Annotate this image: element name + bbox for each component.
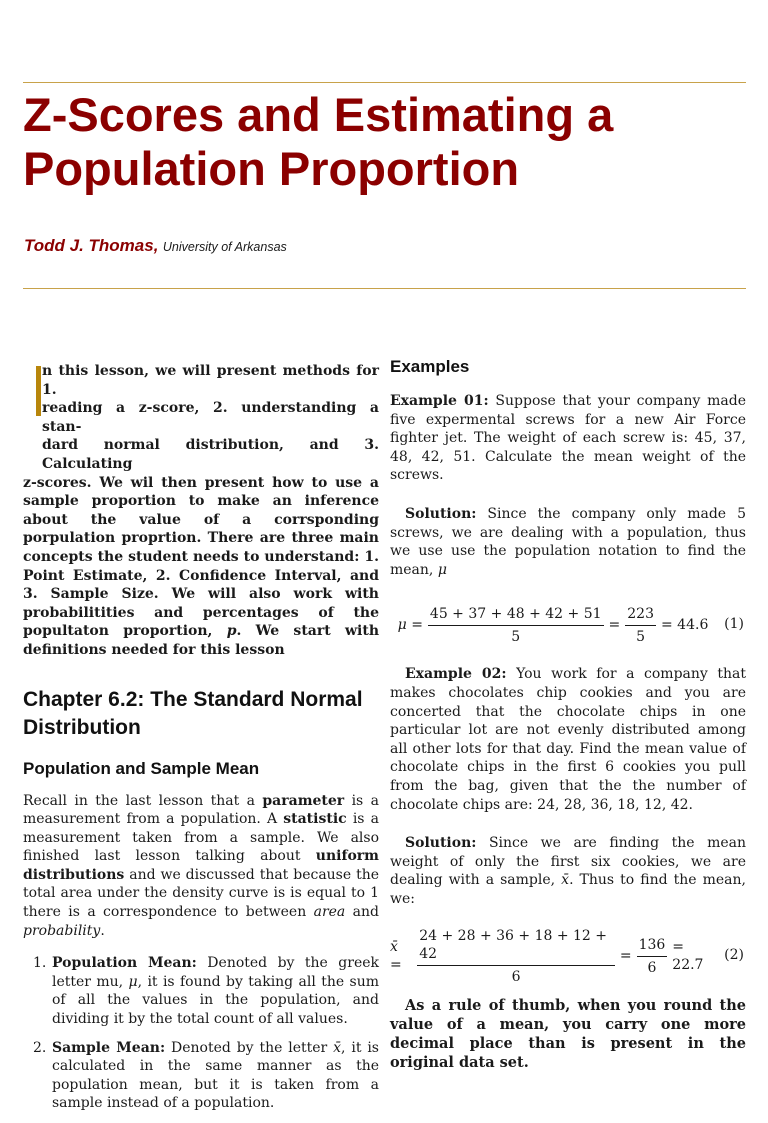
example-label: Example 01:	[390, 393, 489, 409]
byline	[24, 236, 287, 256]
term-area: area	[313, 904, 346, 921]
example-02	[390, 665, 746, 814]
example-label: Example 02:	[405, 666, 507, 683]
examples-heading: Examples	[390, 357, 470, 376]
term-probability: probability	[23, 922, 101, 939]
p-symbol: p	[226, 623, 237, 640]
denominator: 6	[647, 959, 657, 976]
solution-01	[390, 505, 746, 579]
numerator: 45 + 37 + 48 + 42 + 51	[428, 605, 604, 626]
paper-title	[23, 88, 748, 196]
equation-number: (1)	[724, 616, 744, 633]
solution-label: Solution:	[405, 835, 477, 852]
equation-body	[390, 603, 716, 647]
fraction	[417, 927, 615, 986]
title-line-1: Z-Scores and Estimating a	[23, 88, 614, 141]
header-bottom-rule	[23, 288, 746, 289]
def-text: Denoted by the letter	[165, 1039, 334, 1056]
eq-lhs: μ =	[397, 617, 423, 634]
fraction	[625, 605, 656, 646]
eq-result: = 22.7	[672, 938, 704, 974]
def-text: , it is calculated in the same manner as the population mean, but it is taken from a sample instead of a population.	[52, 1039, 379, 1112]
top-rule	[23, 82, 746, 83]
eq-lhs: x̄ =	[390, 938, 402, 974]
title-line-2: Population Proportion	[23, 142, 520, 195]
solution-label: Solution:	[405, 505, 477, 522]
text-run: and	[345, 904, 379, 921]
list-item	[23, 1039, 379, 1113]
intro-line: dard normal distribution, and 3. Calculating	[42, 437, 379, 472]
definitions-list	[23, 954, 379, 1113]
solution-text: Since the company only made 5 screws, we are dealing with a population, thus we use use the population notation to find the mean,	[390, 505, 746, 578]
solution-text: . Thus to find the mean, we:	[390, 872, 746, 907]
text-run: and we discussed that because the total area under the density curve is is equal to 1 there is a correspondence to between	[23, 866, 379, 921]
equation-number: (2)	[724, 947, 744, 964]
xbar-symbol: x̄	[333, 1039, 342, 1056]
intro-line: n this lesson, we will present methods for 1.	[42, 363, 379, 398]
equation-body	[390, 927, 716, 985]
drop-cap-bar	[36, 366, 41, 416]
def-term: Sample Mean:	[52, 1039, 166, 1056]
text-run: Recall in the last lesson that a	[23, 792, 263, 809]
list-number: 1.	[33, 955, 47, 972]
term-statistic: statistic	[283, 811, 347, 828]
section-heading: Population and Sample Mean	[23, 758, 260, 778]
intro-line: reading a z-score, 2. understanding a stan-	[42, 400, 379, 435]
text-run: is a measurement taken from a sample. We also finished last lesson talking about	[23, 811, 379, 865]
right-column	[390, 356, 746, 1072]
list-number: 2.	[33, 1039, 47, 1056]
left-column	[23, 356, 379, 1123]
intro-text: z-scores. We wil then present how to use a sample proportion to make an inference about the value of a corrsponding porpulation proprtion. There are three main concepts the student needs to understand: 1. Point Estimate, 2. Confidence Interval, and 3. Sample Size. We will also work with probabilitities and percentages of the popultaton proportion,	[23, 474, 379, 640]
equals-sign: =	[619, 948, 632, 965]
text-run: is a measurement from a population. A	[23, 792, 379, 828]
text-run: .	[100, 922, 105, 939]
term-uniform-distributions: uniform distributions	[23, 848, 379, 883]
mu-symbol: μ	[128, 973, 138, 990]
solution-text: Since we are finding the mean weight of only the first six cookies, we are dealing with a sample,	[390, 835, 746, 889]
author-affiliation: University of Arkansas	[162, 240, 287, 254]
example-01	[390, 392, 746, 485]
def-term: Population Mean:	[52, 955, 197, 972]
intro-paragraph	[23, 362, 379, 660]
eq-result: = 44.6	[661, 617, 709, 634]
example-text: You work for a company that makes chocolates chip cookies and you are concerted that the chocolate chips in one particular lot are not evenly distributed among all other lots for that day. Find the mean value of chocolate chips in the first 6 cookies you pull from the bag, given that the the number of chocolate chips are: 24, 28, 36, 18, 12, 42.	[390, 666, 746, 813]
list-item	[23, 954, 379, 1028]
author-name: Todd J. Thomas,	[24, 236, 159, 255]
recall-paragraph	[23, 792, 379, 941]
fraction	[428, 605, 604, 646]
xbar-symbol: x̄	[561, 872, 570, 889]
example-text: Suppose that your company made five expermental screws for a new Air Force fighter jet. The weight of each screw is: 45, 37, 48, 42, 51. Calculate the mean weight of the screws.	[390, 393, 746, 484]
def-text: , it is found by taking all the sum of all the values in the population, and dividing it by the total count of all values.	[52, 973, 379, 1028]
chapter-heading: Chapter 6.2: The Standard Normal Distribution	[23, 687, 363, 739]
intro-text-end: . We start with definitions needed for this lesson	[23, 623, 380, 658]
rule-of-thumb: As a rule of thumb, when you round the value of a mean, you carry one more decimal place than is present in the original data set.	[390, 997, 746, 1072]
denominator: 5	[636, 628, 646, 645]
def-text: Denoted by the greek letter mu,	[52, 955, 379, 990]
term-parameter: parameter	[262, 792, 345, 809]
equation-1	[390, 603, 746, 647]
equation-2	[390, 927, 746, 985]
denominator: 6	[511, 968, 521, 985]
numerator: 24 + 28 + 36 + 18 + 12 + 42	[417, 927, 615, 966]
fraction	[637, 936, 668, 977]
equals-sign: =	[608, 617, 621, 634]
denominator: 5	[511, 628, 521, 645]
numerator: 136	[637, 936, 668, 957]
solution-02	[390, 834, 746, 908]
mu-symbol: μ	[437, 561, 447, 578]
numerator: 223	[625, 605, 656, 626]
